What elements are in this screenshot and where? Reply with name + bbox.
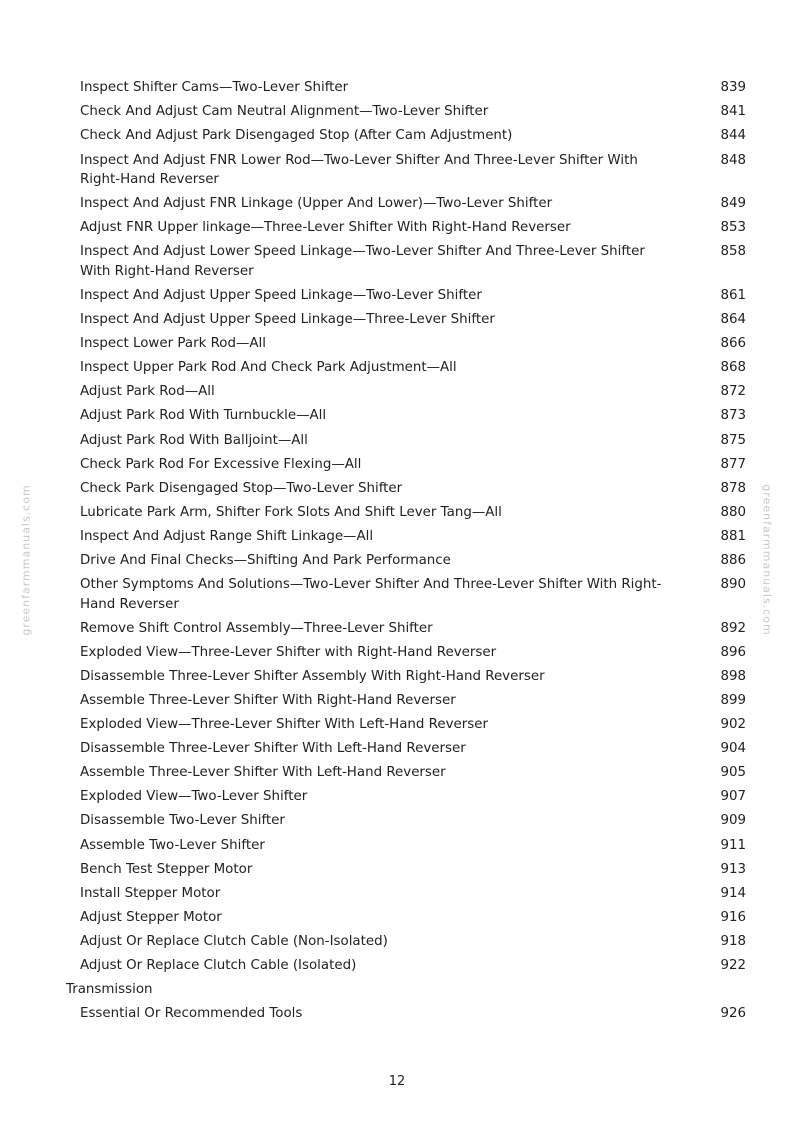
toc-entry-title: Adjust Or Replace Clutch Cable (Non-Isolated) [80,933,388,949]
toc-entry-page: 916 [720,909,746,925]
toc-entry[interactable] [66,857,746,881]
toc-entry[interactable] [66,380,746,404]
toc-entry-title: Remove Shift Control Assembly—Three-Lever Shifter [80,620,433,636]
toc-entry-title: Inspect And Adjust Upper Speed Linkage—Three-Lever Shifter [80,312,495,328]
toc-entry[interactable] [66,428,746,452]
toc-entry-page: 878 [720,480,746,496]
toc-entry[interactable] [66,737,746,761]
toc-entry-page: 861 [720,287,746,303]
toc-entry-page: 896 [720,644,746,660]
toc-entry-page: 922 [720,957,746,973]
toc-entry-page: 902 [720,717,746,733]
toc-entry-page: 873 [720,408,746,424]
toc-entry-page: 866 [720,336,746,352]
section-entries [66,1002,746,1026]
toc-entry[interactable] [66,640,746,664]
toc-entry-page: 918 [720,933,746,949]
toc-entry-page: 898 [720,668,746,684]
toc-entry-title: Other Symptoms And Solutions—Two-Lever Shifter And Three-Lever Shifter With Right-Hand Reverser [80,577,662,612]
toc-entry[interactable] [66,549,746,573]
toc-entry-page: 877 [720,456,746,472]
toc-entry-title: Assemble Three-Lever Shifter With Left-Hand Reverser [80,765,446,781]
toc-entry[interactable] [66,501,746,525]
toc-entry-title: Lubricate Park Arm, Shifter Fork Slots And Shift Lever Tang—All [80,504,502,520]
toc-entry-page: 853 [720,220,746,236]
toc-entry[interactable] [66,833,746,857]
watermark-left: greenfarmmanuals.com [19,484,33,636]
toc-entry-page: 890 [720,577,746,593]
toc-entry-page: 849 [720,196,746,212]
toc-entry-page: 911 [720,837,746,853]
page-number: 12 [388,1074,406,1089]
toc-entry-page: 914 [720,885,746,901]
toc-entries [66,76,746,978]
toc-entry-page: 899 [720,692,746,708]
toc-entry-page: 881 [720,528,746,544]
toc-entry-title: Assemble Two-Lever Shifter [80,837,265,853]
toc-entry-title: Drive And Final Checks—Shifting And Park Performance [80,552,451,568]
toc-entry-page: 913 [720,861,746,877]
toc-entry-page: 872 [720,384,746,400]
toc-entry-title: Adjust FNR Upper linkage—Three-Lever Shifter With Right-Hand Reverser [80,220,571,236]
toc-entry-title: Check And Adjust Cam Neutral Alignment—Two-Lever Shifter [80,104,489,120]
toc-entry-title: Adjust Or Replace Clutch Cable (Isolated) [80,957,357,973]
table-of-contents [66,76,746,1026]
toc-entry-page: 926 [720,1006,746,1022]
toc-entry-title: Essential Or Recommended Tools [80,1006,303,1022]
toc-entry[interactable] [66,785,746,809]
toc-entry[interactable] [66,192,746,216]
toc-entry[interactable] [66,930,746,954]
toc-entry[interactable] [66,332,746,356]
toc-entry-title: Adjust Park Rod—All [80,384,215,400]
toc-entry[interactable] [66,1002,746,1026]
toc-entry-page: 880 [720,504,746,520]
toc-entry[interactable] [66,356,746,380]
toc-entry-title: Adjust Park Rod With Balljoint—All [80,432,308,448]
toc-entry-title: Check And Adjust Park Disengaged Stop (After Cam Adjustment) [80,128,513,144]
toc-entry-title: Assemble Three-Lever Shifter With Right-Hand Reverser [80,692,456,708]
toc-entry-title: Install Stepper Motor [80,885,221,901]
toc-entry-title: Disassemble Three-Lever Shifter Assembly With Right-Hand Reverser [80,668,545,684]
toc-entry-title: Bench Test Stepper Motor [80,861,253,877]
toc-entry-title: Disassemble Two-Lever Shifter [80,813,285,829]
toc-entry-page: 907 [720,789,746,805]
toc-entry-title: Check Park Disengaged Stop—Two-Lever Shifter [80,480,403,496]
toc-entry-page: 848 [720,152,746,168]
toc-entry[interactable] [66,954,746,978]
section-heading: Transmission [66,982,153,998]
toc-entry-title: Exploded View—Two-Lever Shifter [80,789,308,805]
toc-entry[interactable] [66,148,746,192]
toc-entry[interactable] [66,809,746,833]
toc-entry-title: Inspect Upper Park Rod And Check Park Adjustment—All [80,360,457,376]
toc-entry-page: 904 [720,741,746,757]
toc-entry-title: Adjust Park Rod With Turnbuckle—All [80,408,327,424]
toc-entry[interactable] [66,713,746,737]
toc-entry[interactable] [66,240,746,284]
watermark-right: greenfarmmanuals.com [760,484,774,636]
toc-entry-page: 905 [720,765,746,781]
toc-entry-title: Inspect And Adjust FNR Linkage (Upper And Lower)—Two-Lever Shifter [80,196,553,212]
toc-entry[interactable] [66,906,746,930]
toc-entry[interactable] [66,284,746,308]
toc-entry[interactable] [66,881,746,905]
toc-entry[interactable] [66,761,746,785]
toc-entry[interactable] [66,404,746,428]
toc-entry-page: 886 [720,552,746,568]
toc-entry[interactable] [66,452,746,476]
toc-entry-page: 892 [720,620,746,636]
toc-entry-page: 909 [720,813,746,829]
toc-entry-page: 868 [720,360,746,376]
toc-entry[interactable] [66,665,746,689]
toc-entry-page: 839 [720,80,746,96]
toc-entry[interactable] [66,308,746,332]
toc-entry-title: Adjust Stepper Motor [80,909,222,925]
toc-entry-page: 844 [720,128,746,144]
toc-entry-title: Inspect And Adjust Range Shift Linkage—All [80,528,374,544]
toc-entry-title: Check Park Rod For Excessive Flexing—All [80,456,362,472]
toc-entry[interactable] [66,76,746,100]
toc-entry-title: Inspect And Adjust Lower Speed Linkage—Two-Lever Shifter And Three-Lever Shifter With Right-Hand Reverser [80,244,645,279]
toc-entry-page: 864 [720,312,746,328]
toc-entry-title: Inspect Shifter Cams—Two-Lever Shifter [80,80,349,96]
toc-entry[interactable] [66,573,746,617]
toc-entry-page: 841 [720,104,746,120]
toc-entry-title: Exploded View—Three-Lever Shifter With Left-Hand Reverser [80,717,489,733]
toc-entry[interactable] [66,100,746,124]
toc-entry-title: Exploded View—Three-Lever Shifter with Right-Hand Reverser [80,644,497,660]
toc-entry[interactable] [66,616,746,640]
toc-entry-title: Disassemble Three-Lever Shifter With Left-Hand Reverser [80,741,466,757]
toc-entry[interactable] [66,124,746,148]
toc-entry-title: Inspect Lower Park Rod—All [80,336,266,352]
toc-entry[interactable] [66,689,746,713]
toc-entry-page: 875 [720,432,746,448]
toc-entry[interactable] [66,525,746,549]
toc-entry[interactable] [66,476,746,500]
toc-entry-title: Inspect And Adjust FNR Lower Rod—Two-Lever Shifter And Three-Lever Shifter With Right-Hand Reverser [80,152,638,188]
toc-entry-title: Inspect And Adjust Upper Speed Linkage—Two-Lever Shifter [80,287,482,303]
toc-entry[interactable] [66,216,746,240]
toc-entry-page: 858 [720,244,746,260]
